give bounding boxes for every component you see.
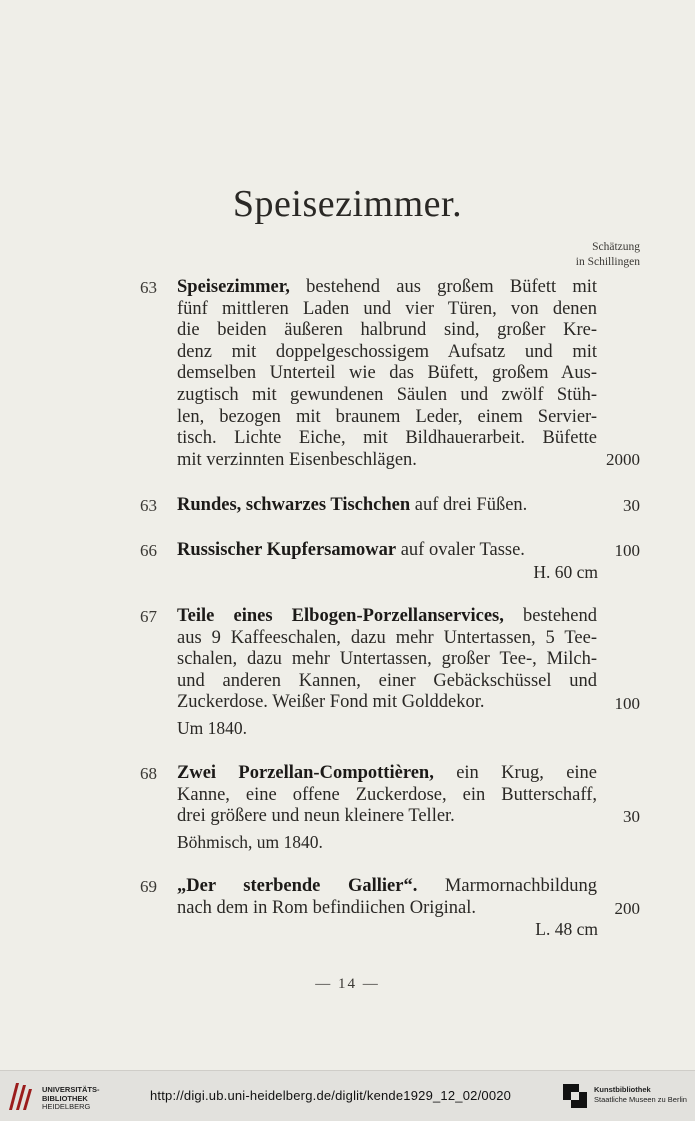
heidelberg-library-icon (6, 1077, 36, 1113)
entry-number: 63 (140, 496, 157, 515)
university-library-text: UNIVERSITÄTS- BIBLIOTHEK HEIDELBERG (42, 1085, 100, 1111)
entry-price: 100 (614, 541, 640, 560)
entry-price: 30 (623, 496, 640, 515)
entry-number: 67 (140, 607, 157, 626)
entry-description: „Der sterbende Gallier“. Marmornachbildung nach dem in Rom befindiichen Original. (177, 876, 597, 918)
entry-description: Zwei Porzellan-Compottièren, ein Krug, eine Kanne, eine offene Zuckerdose, ein Butterschaff, drei größere und neun kleinere Teller. (177, 763, 598, 827)
kunstbibliothek-icon (562, 1083, 590, 1109)
entry-title: Zwei Porzellan-Compottièren, (177, 763, 434, 783)
entry-price: 200 (614, 899, 640, 918)
entry-description: Rundes, schwarzes Tischchen auf drei Füßen. (177, 495, 528, 515)
entry-dimension: H. 60 cm (533, 562, 598, 582)
entry-description: Speisezimmer, bestehend aus großem Büfett mit fünf mittleren Laden und vier Türen, von denen die beiden äußeren halbrund sind, großer Kre- denz mit doppelgeschossigem Aufsatz und mit demselben Unterteil wie das Büfett, großem Aus- zugtisch mit gewundenen Säulen und zwölf Stüh- len, bezogen mit braunem Leder, einem Servier- tisch. Lichte Eiche, mit Bildhauerarbeit. Büfette mit verzinnten Eisenbeschlägen. (177, 277, 597, 470)
page-number: — 14 — (315, 976, 380, 992)
estimate-header-line-1: Schätzung (592, 241, 640, 253)
university-library-logo[interactable] (6, 1077, 136, 1115)
entry-note: Böhmisch, um 1840. (177, 832, 323, 852)
entry-note: Um 1840. (177, 718, 247, 738)
entry-title: Speisezimmer, (177, 277, 290, 297)
kunstbibliothek-text: Kunstbibliothek Staatliche Museen zu Berlin (594, 1085, 687, 1104)
entry-price: 100 (614, 694, 640, 713)
entry-price: 2000 (606, 450, 640, 469)
entry-dimension: L. 48 cm (535, 919, 598, 939)
entry-title: Russischer Kupfersamowar (177, 540, 397, 560)
entry-title: Rundes, schwarzes Tischchen (177, 495, 411, 515)
entry-title: Teile eines Elbogen-Porzellanservices, (177, 606, 504, 626)
estimate-header-line-2: in Schillingen (575, 256, 640, 268)
entry-description: Russischer Kupfersamowar auf ovaler Tasse. (177, 540, 525, 560)
entry-price: 30 (623, 807, 640, 826)
kunstbibliothek-logo[interactable] (562, 1081, 692, 1113)
document-url-link[interactable]: http://digi.ub.uni-heidelberg.de/diglit/kende1929_12_02/0020 (150, 1088, 512, 1103)
entry-number: 69 (140, 877, 157, 896)
entry-description: Teile eines Elbogen-Porzellanservices, bestehend aus 9 Kaffeeschalen, dazu mehr Untertassen, 5 Tee- schalen, dazu mehr Untertassen, großer Tee-, Milch- und anderen Kannen, einer Gebäckschüssel und Zuckerdose. Weißer Fond mit Golddekor. (177, 606, 597, 713)
page-title: Speisezimmer. (232, 183, 463, 225)
entry-number: 63 (140, 278, 157, 297)
entry-title: „Der sterbende Gallier“. (177, 876, 418, 896)
entry-number: 66 (140, 541, 157, 560)
entry-number: 68 (140, 764, 157, 783)
estimate-column-header (576, 240, 640, 270)
footer-bar (0, 1070, 695, 1121)
